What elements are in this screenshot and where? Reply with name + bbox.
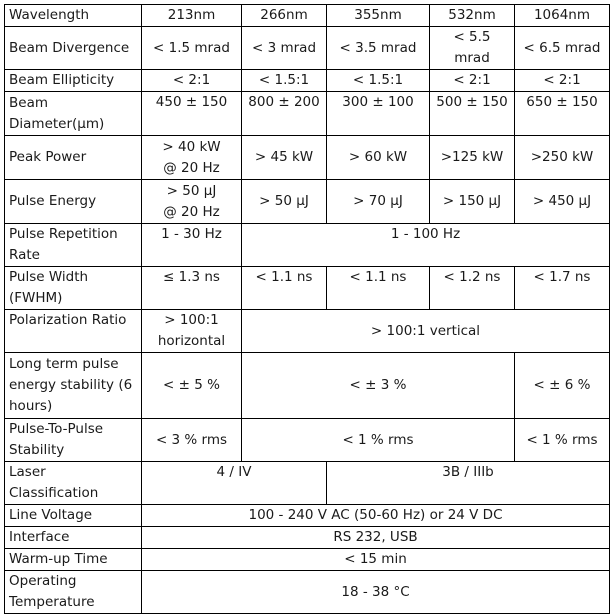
- long-term-stability-mid: < ± 3 %: [242, 353, 515, 419]
- interface-value: RS 232, USB: [142, 527, 610, 549]
- peak-power-213-line1: > 40 kW: [162, 138, 221, 155]
- pulse-energy-355: > 70 µJ: [327, 180, 430, 224]
- beam-ellipticity-label: Beam Ellipticity: [5, 70, 142, 92]
- operating-temperature-value: 18 - 38 °C: [142, 571, 610, 614]
- row-pulse-width: [5, 267, 610, 310]
- pulse-width-355: < 1.1 ns: [327, 267, 430, 310]
- row-line-voltage: [5, 505, 610, 527]
- col-266nm: 266nm: [242, 5, 327, 27]
- wavelength-label: Wavelength: [5, 5, 142, 27]
- beam-ellipticity-266: < 1.5:1: [242, 70, 327, 92]
- laser-classification-left: 4 / IV: [142, 462, 327, 505]
- peak-power-213-line2: @ 20 Hz: [163, 159, 220, 176]
- beam-ellipticity-213: < 2:1: [142, 70, 242, 92]
- laser-spec-table: [4, 4, 610, 614]
- polarization-ratio-213-line1: > 100:1: [164, 312, 219, 328]
- beam-ellipticity-355: < 1.5:1: [327, 70, 430, 92]
- pulse-width-label-line2: (FWHM): [9, 290, 63, 306]
- line-voltage-value: 100 - 240 V AC (50-60 Hz) or 24 V DC: [142, 505, 610, 527]
- beam-diameter-label-line1: Beam: [9, 94, 48, 111]
- peak-power-label: Peak Power: [5, 136, 142, 180]
- pulse-width-label-line1: Pulse Width: [9, 269, 89, 285]
- pulse-to-pulse-label: [5, 419, 142, 462]
- pulse-repetition-rate-label-line2: Rate: [9, 247, 40, 263]
- col-1064nm: 1064nm: [515, 5, 610, 27]
- row-pulse-to-pulse: [5, 419, 610, 462]
- row-pulse-energy: [5, 180, 610, 224]
- long-term-stability-label-line1: Long term pulse: [9, 356, 119, 372]
- pulse-width-label: [5, 267, 142, 310]
- peak-power-355: > 60 kW: [327, 136, 430, 180]
- pulse-repetition-rate-label-line1: Pulse Repetition: [9, 226, 118, 242]
- pulse-to-pulse-mid: < 1 % rms: [242, 419, 515, 462]
- row-peak-power: [5, 136, 610, 180]
- beam-diameter-266: 800 ± 200: [242, 92, 327, 136]
- beam-diameter-1064: 650 ± 150: [515, 92, 610, 136]
- beam-diameter-label-line2: Diameter(µm): [9, 115, 105, 132]
- laser-classification-label-line2: Classification: [9, 485, 99, 501]
- long-term-stability-label-line2: energy stability (6: [9, 377, 133, 393]
- beam-ellipticity-1064: < 2:1: [515, 70, 610, 92]
- line-voltage-label: Line Voltage: [5, 505, 142, 527]
- pulse-width-532: < 1.2 ns: [430, 267, 515, 310]
- laser-classification-label: [5, 462, 142, 505]
- beam-diameter-label: [5, 92, 142, 136]
- pulse-repetition-rate-213: 1 - 30 Hz: [142, 224, 242, 267]
- warm-up-time-label: Warm-up Time: [5, 549, 142, 571]
- peak-power-213: [142, 136, 242, 180]
- row-beam-diameter: [5, 92, 610, 136]
- pulse-width-213: ≤ 1.3 ns: [142, 267, 242, 310]
- pulse-energy-213: [142, 180, 242, 224]
- laser-classification-label-line1: Laser: [9, 464, 46, 480]
- pulse-energy-532: > 150 µJ: [430, 180, 515, 224]
- pulse-energy-213-line2: @ 20 Hz: [163, 203, 220, 220]
- pulse-to-pulse-label-line2: Stability: [9, 442, 65, 458]
- col-355nm: 355nm: [327, 5, 430, 27]
- beam-ellipticity-532: < 2:1: [430, 70, 515, 92]
- pulse-to-pulse-213: < 3 % rms: [142, 419, 242, 462]
- long-term-stability-label-line3: hours): [9, 398, 53, 414]
- row-beam-divergence: [5, 27, 610, 70]
- pulse-repetition-rate-label: [5, 224, 142, 267]
- row-interface: [5, 527, 610, 549]
- row-beam-ellipticity: [5, 70, 610, 92]
- polarization-ratio-213-line2: horizontal: [157, 333, 226, 349]
- row-pulse-repetition-rate: [5, 224, 610, 267]
- beam-divergence-266: < 3 mrad: [242, 27, 327, 70]
- operating-temperature-label: [5, 571, 142, 614]
- beam-divergence-label: Beam Divergence: [5, 27, 142, 70]
- pulse-energy-266: > 50 µJ: [242, 180, 327, 224]
- pulse-energy-1064: > 450 µJ: [515, 180, 610, 224]
- polarization-ratio-label: Polarization Ratio: [5, 310, 142, 353]
- row-operating-temperature: [5, 571, 610, 614]
- peak-power-1064: >250 kW: [515, 136, 610, 180]
- beam-diameter-355: 300 ± 100: [327, 92, 430, 136]
- polarization-ratio-213: [142, 310, 242, 353]
- laser-classification-right: 3B / IIIb: [327, 462, 610, 505]
- interface-label: Interface: [5, 527, 142, 549]
- pulse-energy-label: Pulse Energy: [5, 180, 142, 224]
- row-wavelength: [5, 5, 610, 27]
- pulse-to-pulse-label-line1: Pulse-To-Pulse: [9, 421, 104, 437]
- pulse-repetition-rate-rest: 1 - 100 Hz: [242, 224, 610, 267]
- long-term-stability-213: < ± 5 %: [142, 353, 242, 419]
- long-term-stability-label: [5, 353, 142, 419]
- col-213nm: 213nm: [142, 5, 242, 27]
- long-term-stability-1064: < ± 6 %: [515, 353, 610, 419]
- beam-divergence-1064: < 6.5 mrad: [515, 27, 610, 70]
- pulse-width-1064: < 1.7 ns: [515, 267, 610, 310]
- warm-up-time-value: < 15 min: [142, 549, 610, 571]
- operating-temperature-label-line2: Temperature: [9, 594, 95, 610]
- peak-power-532: >125 kW: [430, 136, 515, 180]
- row-long-term-stability: [5, 353, 610, 419]
- beam-divergence-213: < 1.5 mrad: [142, 27, 242, 70]
- row-laser-classification: [5, 462, 610, 505]
- pulse-width-266: < 1.1 ns: [242, 267, 327, 310]
- peak-power-266: > 45 kW: [242, 136, 327, 180]
- pulse-to-pulse-1064: < 1 % rms: [515, 419, 610, 462]
- beam-diameter-532: 500 ± 150: [430, 92, 515, 136]
- beam-divergence-532: < 5.5 mrad: [430, 27, 515, 70]
- row-polarization-ratio: [5, 310, 610, 353]
- beam-divergence-355: < 3.5 mrad: [327, 27, 430, 70]
- operating-temperature-label-line1: Operating: [9, 573, 77, 589]
- polarization-ratio-rest: > 100:1 vertical: [242, 310, 610, 353]
- col-532nm: 532nm: [430, 5, 515, 27]
- row-warm-up-time: [5, 549, 610, 571]
- beam-diameter-213: 450 ± 150: [142, 92, 242, 136]
- pulse-energy-213-line1: > 50 µJ: [166, 182, 217, 199]
